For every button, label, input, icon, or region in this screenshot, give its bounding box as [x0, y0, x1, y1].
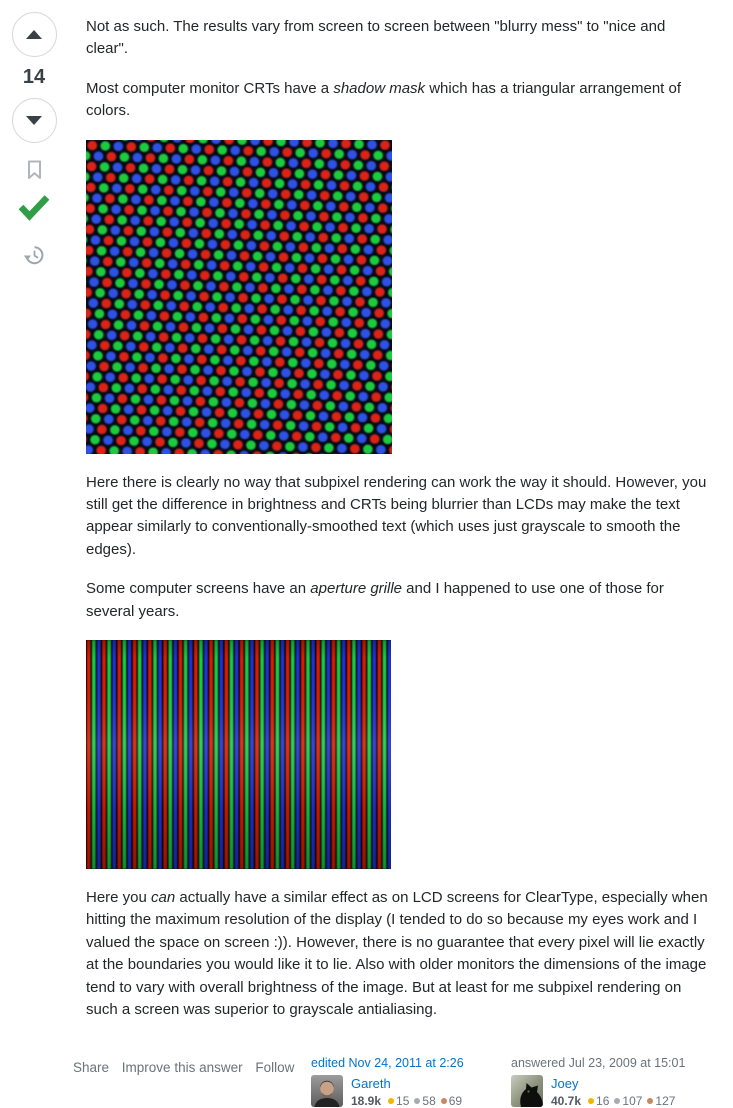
- paragraph-text: Some computer screens have an: [86, 580, 311, 598]
- answer-paragraph-4: [86, 578, 711, 623]
- paragraph-text: and I happened to use one of those for several years.: [86, 580, 664, 620]
- answer-body: [86, 16, 711, 1022]
- vote-count: 14: [22, 66, 46, 88]
- reputation-score: 18.9k: [351, 1093, 382, 1108]
- paragraph-text: Most computer monitor CRTs have a: [86, 79, 334, 97]
- follow-link[interactable]: Follow: [255, 1059, 295, 1075]
- italic-term: shadow mask: [333, 79, 426, 97]
- vote-cell: [0, 0, 86, 1108]
- silver-badge-count: 107: [622, 1093, 643, 1108]
- editor-reputation: [351, 1094, 462, 1108]
- down-arrow-icon: [26, 116, 42, 125]
- improve-answer-link[interactable]: Improve this answer: [121, 1059, 243, 1075]
- silver-badge-count: 58: [422, 1093, 436, 1108]
- answer-paragraph-2: [86, 78, 711, 123]
- answered-signature: [511, 1056, 711, 1108]
- bookmark-button[interactable]: [26, 160, 43, 184]
- gold-badge-count: 16: [596, 1093, 610, 1108]
- share-link[interactable]: Share: [73, 1059, 110, 1075]
- downvote-button[interactable]: [12, 98, 57, 143]
- bookmark-icon: [26, 160, 43, 180]
- answerer-avatar-image: [511, 1075, 543, 1107]
- edited-date-link[interactable]: edited Nov 24, 2011 at 2:26: [311, 1055, 464, 1070]
- reputation-score: 40.7k: [551, 1093, 582, 1108]
- post-footer: [73, 1056, 711, 1108]
- silver-badge-icon: [614, 1098, 620, 1104]
- silver-badge-icon: [414, 1098, 420, 1104]
- answerer-name-link[interactable]: Joey: [551, 1075, 579, 1091]
- answer-paragraph-1: [86, 16, 711, 61]
- answer-paragraph-3: [86, 472, 711, 562]
- gold-badge-icon: [588, 1098, 594, 1104]
- bronze-badge-count: 127: [655, 1093, 676, 1108]
- paragraph-text: Not as such. The results vary from screen to screen between "blurry mess" to "nice and clear".: [86, 18, 666, 58]
- answer-paragraph-5: [86, 887, 711, 1021]
- answerer-avatar[interactable]: [511, 1075, 543, 1107]
- editor-avatar[interactable]: [311, 1075, 343, 1107]
- revision-history-icon: [23, 244, 45, 266]
- paragraph-text: Here you: [86, 889, 152, 907]
- bronze-badge-icon: [441, 1098, 447, 1104]
- up-arrow-icon: [26, 30, 42, 39]
- bronze-badge-count: 69: [448, 1093, 463, 1108]
- paragraph-text: Here there is clearly no way that subpixel rendering can work the way it should. However, you still get the difference in brightness and CRTs being blurrier than LCDs may make the text appear similarly to conventionally-smoothed text (which uses just grayscale to smooth the edges).: [86, 473, 707, 558]
- paragraph-text: actually have a similar effect as on LCD screens for ClearType, especially when hitting the maximum resolution of the display (I tended to do so because my eyes work and I valued the space on screen :)). However, there is no guarantee that every pixel will lie exactly at the boundaries you would like it to lie. Also with older monitors the dimensions of the image tend to vary with overall brightness of the image. But at least for me subpixel rendering on such a screen was superior to grayscale antialiasing.: [86, 889, 708, 1019]
- upvote-button[interactable]: [12, 12, 57, 57]
- post-cell: [73, 0, 733, 1108]
- edited-signature: [311, 1056, 511, 1108]
- answerer-reputation: [551, 1094, 675, 1108]
- editor-avatar-image: [311, 1075, 343, 1107]
- paragraph-text: which has a triangular arrangement of colors.: [86, 79, 682, 120]
- answered-date: answered Jul 23, 2009 at 15:01: [511, 1055, 686, 1070]
- accepted-check-icon: [17, 193, 51, 221]
- editor-name-link[interactable]: Gareth: [351, 1075, 391, 1091]
- gold-badge-count: 15: [396, 1093, 410, 1108]
- italic-term: can: [151, 889, 176, 907]
- revision-history-button[interactable]: [23, 244, 45, 270]
- bronze-badge-icon: [647, 1098, 653, 1104]
- aperture-grille-closeup-photo[interactable]: [86, 640, 711, 869]
- italic-term: aperture grille: [310, 580, 403, 598]
- shadow-mask-closeup-photo[interactable]: [86, 140, 711, 454]
- gold-badge-icon: [388, 1098, 394, 1104]
- post-actions: [73, 1056, 311, 1075]
- accepted-answer-indicator: [17, 193, 51, 225]
